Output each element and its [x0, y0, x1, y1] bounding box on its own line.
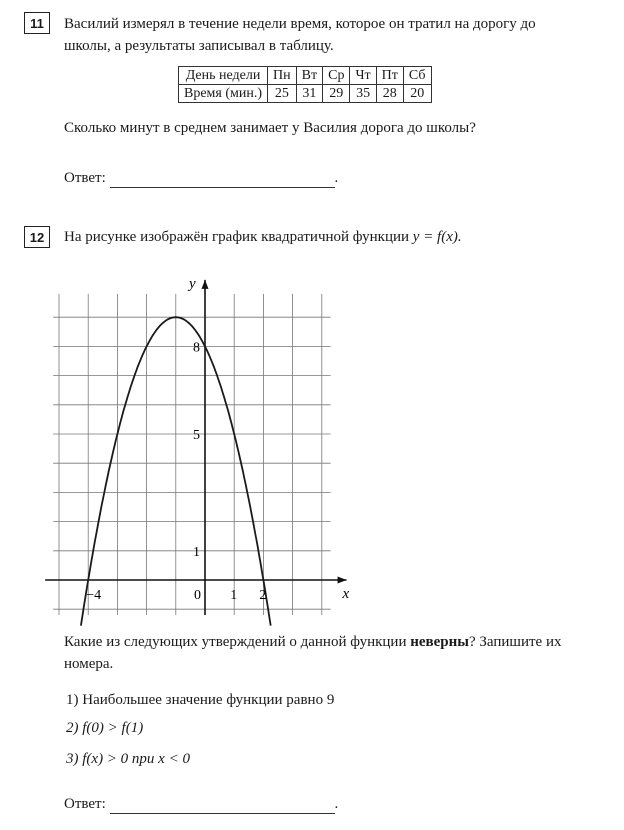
- question-12-statement: На рисунке изображён график квадратичной функции: [64, 229, 410, 245]
- function-formula: y = f(x).: [412, 229, 462, 245]
- table-cell-time: 28: [376, 85, 403, 103]
- question-12-question-end: ? Запишите их: [468, 634, 562, 650]
- x-axis-arrow: [338, 577, 347, 584]
- statement-2: 2) f(0) > f(1): [66, 720, 144, 736]
- x-axis-label: x: [342, 586, 350, 602]
- x-tick-label: 1: [230, 588, 238, 603]
- table-cell-day: Чт: [350, 67, 376, 85]
- question-11-text-line1: Василий измерял в течение недели время, которое он тратил на дорогу до: [64, 16, 536, 32]
- table-cell-day: Пт: [376, 67, 403, 85]
- table-cell-time: 20: [403, 85, 431, 103]
- question-12-answer: [64, 794, 338, 814]
- answer-period: .: [334, 796, 339, 812]
- tick-labels: [86, 276, 349, 603]
- table-cell-time: 35: [350, 85, 376, 103]
- table-cell-time: 29: [323, 85, 350, 103]
- question-11-number: 11: [24, 12, 50, 34]
- y-tick-label: 8: [193, 340, 200, 356]
- table-cell-time: 25: [268, 85, 297, 103]
- table-cell-day: Ср: [323, 67, 350, 85]
- x-tick-label: 2: [259, 588, 267, 603]
- table-header-label: День недели: [179, 67, 268, 85]
- y-tick-label: 1: [193, 544, 200, 560]
- answer-field[interactable]: [110, 797, 335, 814]
- table-cell-day: Вт: [296, 67, 322, 85]
- answer-label: Ответ:: [64, 170, 106, 186]
- grid: [53, 294, 330, 615]
- question-12-question-bold: неверны: [410, 634, 469, 650]
- statement-3: 3) f(x) > 0 при x < 0: [66, 751, 190, 767]
- y-axis-arrow: [202, 280, 209, 289]
- x-tick-label: 0: [194, 588, 201, 603]
- question-11-question: Сколько минут в среднем занимает у Василия дорога до школы?: [64, 120, 476, 136]
- answer-period: .: [334, 170, 339, 186]
- table-cell-time: 31: [296, 85, 322, 103]
- table-row-label: Время (мин.): [179, 85, 268, 103]
- question-12-question-line1: [64, 632, 562, 652]
- question-11-text-line2: школы, а результаты записывал в таблицу.: [64, 38, 334, 54]
- statement-1: 1) Наибольшее значение функции равно 9: [66, 692, 335, 708]
- question-12-number: 12: [24, 226, 50, 248]
- table-cell-day: Сб: [403, 67, 431, 85]
- x-tick-label: −4: [86, 588, 102, 603]
- answer-label: Ответ:: [64, 796, 106, 812]
- y-tick-label: 5: [193, 428, 200, 443]
- table-cell-day: Пн: [268, 67, 297, 85]
- y-axis-label: y: [189, 275, 196, 292]
- question-12-question-line2: номера.: [64, 656, 114, 672]
- question-12-question-start: Какие из следующих утверждений о данной функции: [64, 634, 407, 650]
